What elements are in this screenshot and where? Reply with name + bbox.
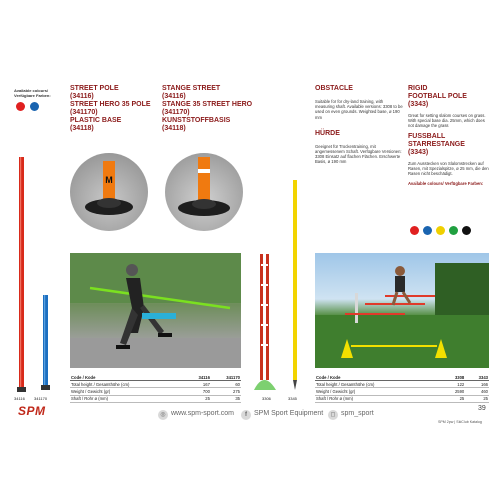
skater-drawing xyxy=(70,253,241,368)
left-colours-label: Available colours/ Verfügbare Farben: xyxy=(14,88,51,99)
stange-35-title: STANGE 35 STREET HERO xyxy=(162,101,253,108)
spm-logo: SPM xyxy=(18,404,46,418)
table-header-cell: 341170 xyxy=(211,374,241,381)
page-number: 39 xyxy=(478,405,486,412)
globe-icon: ◎ xyxy=(158,410,168,420)
table-cell: 700 xyxy=(185,388,211,395)
colour-swatch-green xyxy=(449,226,458,235)
plastic-base-title: PLASTIC BASE xyxy=(70,117,122,124)
catalog-label: SPM 2pw | SkiClub Katalog xyxy=(438,420,482,424)
rigid-block xyxy=(408,85,490,186)
right-spec-table xyxy=(315,374,489,403)
stange-street-code: (34116) xyxy=(162,93,186,100)
stange-35-code: (341170) xyxy=(162,109,190,116)
facebook-icon: f xyxy=(241,410,251,420)
skater-photo xyxy=(70,253,241,368)
base-letter: M xyxy=(105,175,113,185)
kunststoffbasis-code: (34118) xyxy=(162,125,186,132)
right-colours-label: Available colours/ Verfügbare Farben: xyxy=(408,181,484,187)
table-header-cell: Code / Kode xyxy=(315,374,442,381)
street-hero-code: (341170) xyxy=(70,109,98,116)
base-angled-drawing xyxy=(165,153,243,231)
huerde-text: Geeignet für Trockentraining, mit angemessenem Schaft. Verfügbare Versionen: 3308 Einsatz auf flachen Flächen. Erschwerte Basis, ø 190 mm xyxy=(315,143,402,165)
base-with-pole-drawing xyxy=(70,153,148,231)
huerde-title: HÜRDE xyxy=(315,129,340,137)
colour-swatch-blue xyxy=(30,102,39,111)
fussball-title-a: FUSSBALL xyxy=(408,132,446,140)
table-row xyxy=(315,395,489,402)
table-cell: 275 xyxy=(211,388,241,395)
fussball-code: (3343) xyxy=(408,148,429,156)
table-cell: 122 xyxy=(442,381,466,388)
table-row xyxy=(315,381,489,388)
street-pole-code: (34116) xyxy=(70,93,94,100)
table-cell: 35 xyxy=(211,395,241,402)
table-cell: Total height / Gesamthöhe (cm) xyxy=(70,381,185,388)
table-cell: 460 xyxy=(465,388,489,395)
rigid-code: (3343) xyxy=(408,101,429,108)
left-poles-illustration xyxy=(10,155,60,400)
pole-label-34116: 34116 xyxy=(14,396,25,401)
stange-street-title: STANGE STREET xyxy=(162,85,221,92)
footer-website-link[interactable]: www.spm-sport.com xyxy=(171,410,235,417)
kunststoffbasis-title: KUNSTSTOFFBASIS xyxy=(162,117,231,124)
left-col2-titles xyxy=(162,85,257,133)
footer-brand-link[interactable]: SPM Sport Equipment xyxy=(254,410,324,417)
table-cell: 167 xyxy=(185,381,211,388)
table-row xyxy=(315,388,489,395)
rigid-text: Great for setting slalom courses on grass. With special base dia. 25mm, which does not damage the grass xyxy=(408,113,486,129)
table-cell: 2590 xyxy=(442,388,466,395)
obstacle-text: Suitable for for dry-land training, with measuring shaft. Available versions: 3308 to be used on even grounds. Weighted base, ø 190 mm xyxy=(315,99,403,120)
base-photo-2 xyxy=(165,153,243,231)
pole-label-341170: 341170 xyxy=(34,396,48,401)
table-cell: Shaft / Rohr ø (mm) xyxy=(315,395,442,402)
obstacle-block xyxy=(315,85,403,165)
table-cell: Shaft / Rohr ø (mm) xyxy=(70,395,185,402)
training-drawing xyxy=(315,253,489,368)
rigid-title-b: FOOTBALL POLE xyxy=(408,93,467,100)
colour-swatch-yellow xyxy=(436,226,445,235)
instagram-icon: ◻ xyxy=(328,410,338,420)
fussball-title-b: STARRESTANGE xyxy=(408,140,465,148)
footer-social-link[interactable]: spm_sport xyxy=(341,410,374,417)
table-cell: 25 xyxy=(465,395,489,402)
street-pole-title: STREET POLE xyxy=(70,85,119,92)
table-header-row xyxy=(315,374,489,381)
table-header-cell: 3308 xyxy=(442,374,466,381)
center-poles-illustration xyxy=(252,180,304,395)
table-cell: 25 xyxy=(185,395,211,402)
table-cell: 25 xyxy=(442,395,466,402)
table-cell: Weight / Gewicht (gr) xyxy=(315,388,442,395)
table-header-cell: Code / Kode xyxy=(70,374,185,381)
table-header-cell: 3343 xyxy=(465,374,489,381)
fussball-text: Zum Ausstecken von Slalomstrecken auf Rasen, mit Spezialspitze, ø 25 mm, die den Rasen nicht beschädigt. xyxy=(408,160,489,177)
left-spec-table xyxy=(70,374,241,403)
table-row xyxy=(70,395,241,402)
left-col1-titles xyxy=(70,85,160,133)
table-cell: 166 xyxy=(465,381,489,388)
obstacle-title: OBSTACLE xyxy=(315,85,353,92)
plastic-base-code: (34118) xyxy=(70,125,94,132)
base-photo-1 xyxy=(70,153,148,231)
colour-swatch-blue xyxy=(423,226,432,235)
table-cell: Total height / Gesamthöhe (cm) xyxy=(315,381,442,388)
pole-label-3345: 3345 xyxy=(288,396,297,401)
table-cell: 60 xyxy=(211,381,241,388)
table-row xyxy=(70,381,241,388)
rigid-title-a: RIGID xyxy=(408,85,428,92)
table-header-cell: 34116 xyxy=(185,374,211,381)
colour-swatch-red xyxy=(410,226,419,235)
training-photo xyxy=(315,253,489,368)
colour-swatch-red xyxy=(16,102,25,111)
table-cell: Weight / Gewicht (gr) xyxy=(70,388,185,395)
colour-swatch-black xyxy=(462,226,471,235)
table-row xyxy=(70,388,241,395)
pole-label-3306: 3306 xyxy=(262,396,271,401)
table-header-row xyxy=(70,374,241,381)
street-hero-title: STREET HERO 35 POLE xyxy=(70,101,151,108)
